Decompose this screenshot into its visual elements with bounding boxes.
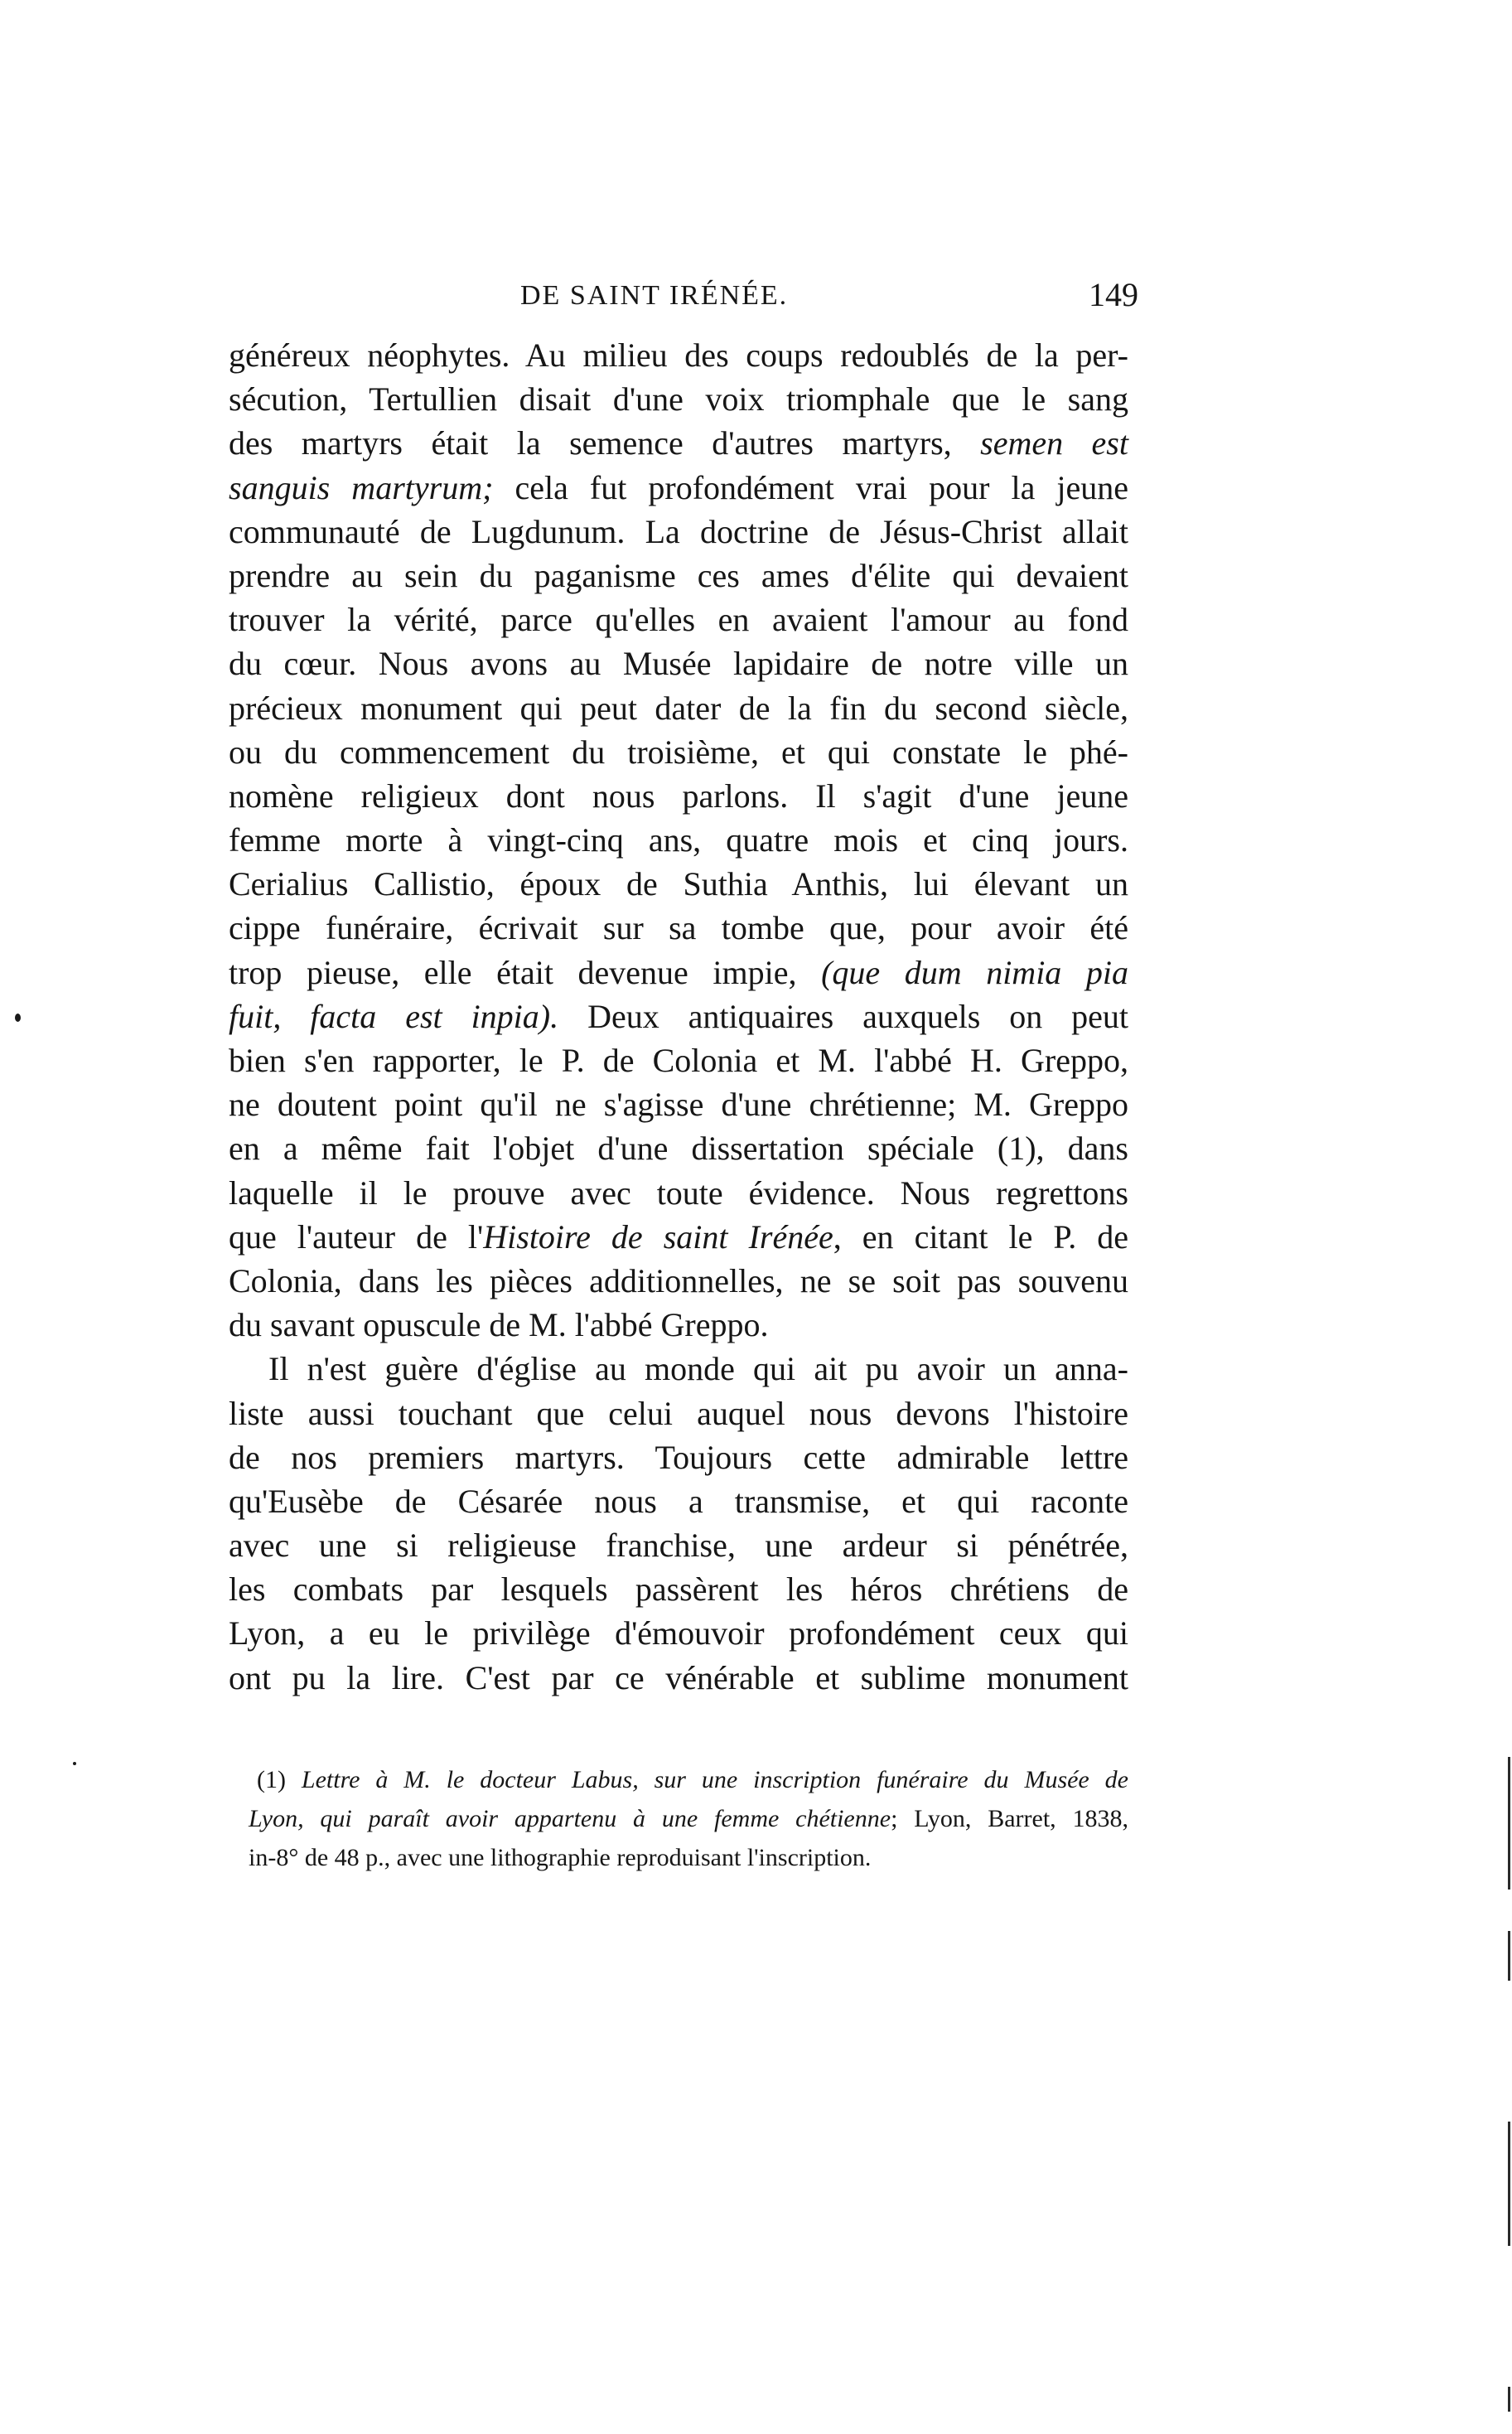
- text-line: nomène religieux dont nous parlons. Il s'agit d'une jeune: [229, 777, 1128, 815]
- page-number: 149: [1089, 276, 1138, 313]
- footnote: [249, 1760, 1128, 1877]
- text-line: de nos premiers martyrs. Toujours cette admirable lettre: [229, 1438, 1128, 1476]
- scan-edge-mark: [1508, 2387, 1510, 2412]
- text-line: du cœur. Nous avons au Musée lapidaire de notre ville un: [229, 645, 1128, 683]
- text-line: bien s'en rapporter, le P. de Colonia et M. l'abbé H. Greppo,: [229, 1042, 1128, 1079]
- text-line: généreux néophytes. Au milieu des coups redoublés de la per-: [229, 336, 1128, 374]
- scan-edge-mark: [1508, 2122, 1510, 2246]
- text-line: en a même fait l'objet d'une dissertation spéciale (1), dans: [229, 1130, 1128, 1168]
- scan-edge-mark: [1508, 1757, 1510, 1890]
- text-line: cippe funéraire, écrivait sur sa tombe que, pour avoir été: [229, 909, 1128, 947]
- footnote-line: (1) Lettre à M. le docteur Labus, sur une inscription funéraire du Musée de: [257, 1766, 1128, 1793]
- paragraph-last-line: du savant opuscule de M. l'abbé Greppo.: [229, 1306, 769, 1344]
- text-line: qu'Eusèbe de Césarée nous a transmise, et qui raconte: [229, 1482, 1128, 1520]
- scan-edge-mark: [1508, 1931, 1510, 1981]
- text-line: trouver la vérité, parce qu'elles en avaient l'amour au fond: [229, 601, 1128, 639]
- text-line: que l'auteur de l'Histoire de saint Irénée, en citant le P. de: [229, 1217, 1129, 1256]
- text-line: avec une si religieuse franchise, une ardeur si pénétrée,: [229, 1527, 1128, 1565]
- text-line: ont pu la lire. C'est par ce vénérable et sublime monument: [229, 1658, 1128, 1696]
- body-text: [229, 333, 1128, 1700]
- text-line: trop pieuse, elle était devenue impie, (que dum nimia pia: [229, 953, 1129, 991]
- text-line: Lyon, a eu le privilège d'émouvoir profondément ceux qui: [229, 1614, 1128, 1653]
- text-line: fuit, facta est inpia). Deux antiquaires auxquels on peut: [229, 997, 1128, 1035]
- text-line: communauté de Lugdunum. La doctrine de Jésus-Christ allait: [229, 512, 1128, 550]
- text-line: sécution, Tertullien disait d'une voix triomphale que le sang: [229, 380, 1128, 419]
- text-line: Colonia, dans les pièces additionnelles, ne se soit pas souvenu: [229, 1261, 1128, 1299]
- scan-speck: [73, 1762, 76, 1765]
- text-line: prendre au sein du paganisme ces ames d'élite qui devaient: [229, 556, 1128, 594]
- text-line: Cerialius Callistio, époux de Suthia Anthis, lui élevant un: [229, 865, 1128, 903]
- scan-speck: [15, 1014, 21, 1022]
- text-line: laquelle il le prouve avec toute évidence. Nous regrettons: [229, 1173, 1128, 1212]
- text-line: les combats par lesquels passèrent les héros chrétiens de: [229, 1570, 1128, 1609]
- running-title: DE SAINT IRÉNÉE.: [520, 280, 789, 311]
- text-line: ne doutent point qu'il ne s'agisse d'une chrétienne; M. Greppo: [229, 1086, 1128, 1124]
- footnote-line: in-8° de 48 p., avec une lithographie reproduisant l'inscription.: [249, 1844, 872, 1871]
- text-line: ou du commencement du troisième, et qui constate le phé-: [229, 733, 1128, 771]
- text-line: des martyrs était la semence d'autres martyrs, semen est: [229, 424, 1128, 462]
- text-line: précieux monument qui peut dater de la fin du second siècle,: [229, 689, 1128, 727]
- text-line: femme morte à vingt-cinq ans, quatre mois et cinq jours.: [229, 821, 1128, 859]
- paragraph-first-line: Il n'est guère d'église au monde qui ait pu avoir un anna-: [268, 1350, 1128, 1388]
- footnote-line: Lyon, qui paraît avoir appartenu à une femme chétienne; Lyon, Barret, 1838,: [249, 1805, 1128, 1832]
- text-line: liste aussi touchant que celui auquel nous devons l'histoire: [229, 1394, 1128, 1432]
- text-line: sanguis martyrum; cela fut profondément vrai pour la jeune: [229, 468, 1128, 506]
